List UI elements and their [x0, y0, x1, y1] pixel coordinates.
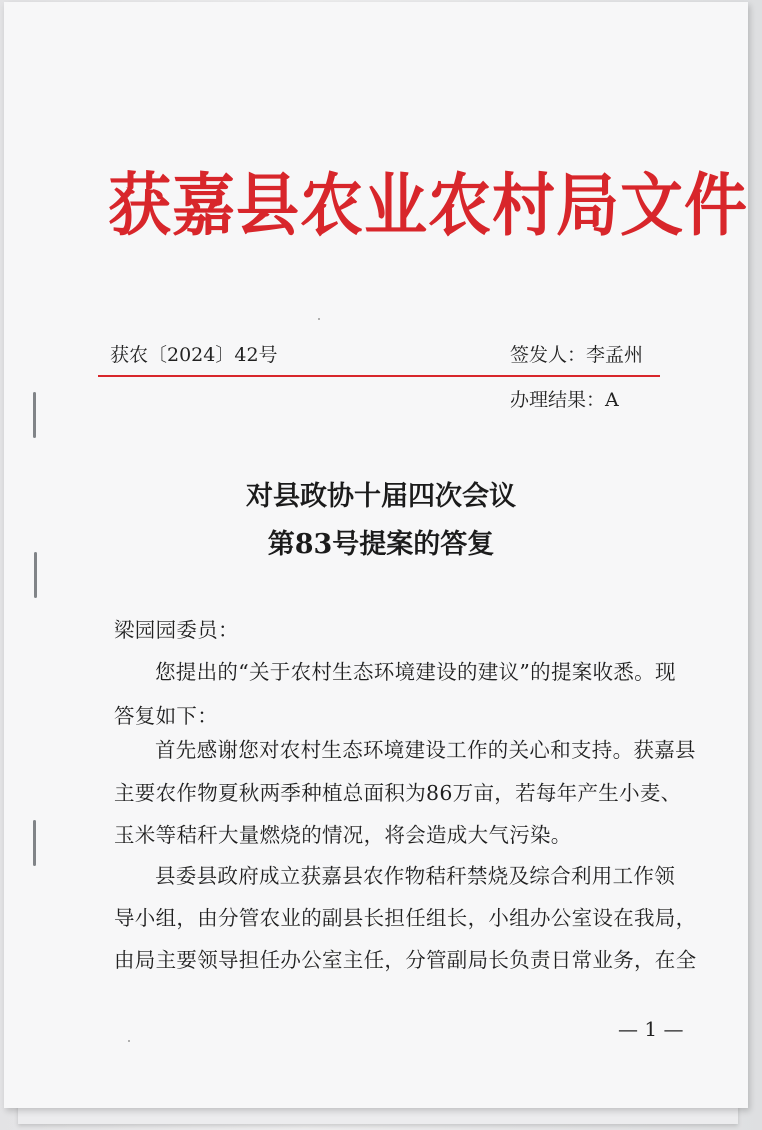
binding-staple-mark — [33, 820, 36, 866]
body-line: 县委县政府成立获嘉县农作物秸秆禁烧及综合利用工作领 — [155, 864, 675, 888]
binding-staple-mark — [33, 392, 36, 438]
body-line: 首先感谢您对农村生态环境建设工作的关心和支持。获嘉县 — [155, 738, 696, 762]
red-divider-line — [98, 375, 660, 377]
binding-staple-mark — [34, 552, 37, 598]
body-line: 由局主要领导担任办公室主任，分管副局长负责日常业务，在全 — [114, 948, 697, 972]
subject-line-2: 第83号提案的答复 — [267, 529, 495, 560]
subject-line-1: 对县政协十届四次会议 — [246, 481, 516, 512]
body-line: 玉米等秸秆大量燃烧的情况，将会造成大气污染。 — [114, 823, 572, 847]
body-line: 答复如下： — [114, 704, 218, 728]
document-number: 获农〔2024〕42号 — [110, 344, 278, 366]
result-grade: 办理结果：A — [510, 389, 619, 411]
page-number: — 1 — — [618, 1017, 684, 1041]
salutation: 梁园园委员： — [114, 618, 239, 642]
body-line: 您提出的“关于农村生态环境建设的建议”的提案收悉。现 — [155, 660, 676, 684]
paper-speck — [128, 1040, 130, 1042]
paper-speck — [318, 318, 320, 320]
body-line: 导小组，由分管农业的副县长担任组长，小组办公室设在我局， — [114, 906, 697, 930]
agency-title: 获嘉县农业农村局文件 — [108, 165, 748, 246]
body-line: 主要农作物夏秋两季种植总面积为86万亩，若每年产生小麦、 — [114, 781, 682, 805]
signer: 签发人：李孟州 — [510, 344, 644, 366]
